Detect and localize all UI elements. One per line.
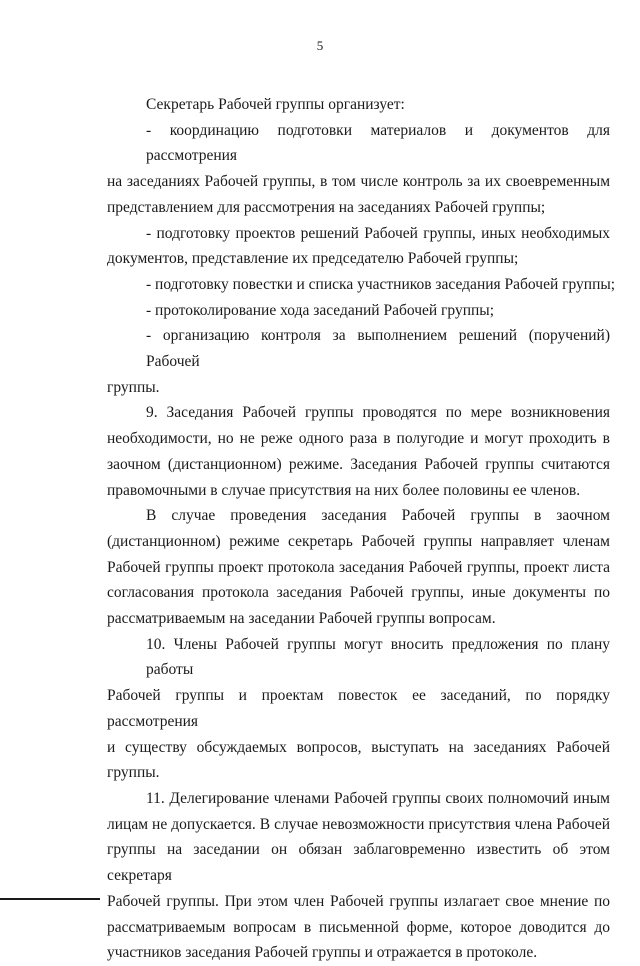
- text-line: лицам не допускается. В случае невозможности присутствия члена Рабочей: [107, 815, 610, 833]
- text-line: документов, представление их председателю Рабочей группы;: [107, 250, 519, 268]
- text-line: рассматриваемым на заседании Рабочей группы вопросам.: [107, 610, 496, 628]
- text-line: 11. Делегирование членами Рабочей группы своих полномочий иным: [146, 789, 610, 807]
- text-line: Рабочей группы. При этом член Рабочей группы излагает свое мнение по: [107, 892, 610, 910]
- text-line: Рабочей группы и проектам повесток ее заседаний, по порядку рассмотрения: [107, 687, 610, 730]
- text-line: на заседаниях Рабочей группы, в том числе контроль за их своевременным: [107, 173, 610, 191]
- text-line: - координацию подготовки материалов и документов для рассмотрения: [146, 121, 610, 165]
- text-line: В случае проведения заседания Рабочей группы в заочном: [146, 507, 610, 525]
- text-line: - протоколирование хода заседаний Рабочей группы;: [146, 301, 495, 319]
- text-line: правомочными в случае присутствия на них более половины ее членов.: [107, 481, 581, 499]
- text-line: 9. Заседания Рабочей группы проводятся по мере возникновения: [146, 404, 610, 422]
- text-line: согласования протокола заседания Рабочей группы, иные документы по: [107, 584, 610, 602]
- document-body: [107, 92, 616, 966]
- text-line: - организацию контроля за выполнением решений (поручений) Рабочей: [146, 327, 610, 371]
- text-line: - подготовку повестки и списка участников заседания Рабочей группы;: [146, 275, 616, 293]
- text-line: (дистанционном) режиме секретарь Рабочей группы направляет членам: [107, 532, 610, 550]
- text-line: группы.: [107, 378, 160, 396]
- text-line: и существу обсуждаемых вопросов, выступать на заседаниях Рабочей: [107, 738, 610, 756]
- page-number: 5: [316, 38, 324, 53]
- text-line: Рабочей группы проект протокола заседания Рабочей группы, проект листа: [107, 558, 610, 576]
- text-line: рассматриваемым вопросам в письменной форме, которое доводится до: [107, 918, 610, 936]
- footer-rule: [0, 898, 100, 900]
- text-line: необходимости, но не реже одного раза в полугодие и могут проходить в: [107, 430, 610, 448]
- text-line: участников заседания Рабочей группы и отражается в протоколе.: [107, 944, 538, 962]
- text-line: группы.: [107, 764, 160, 782]
- text-line: представлением для рассмотрения на заседаниях Рабочей группы;: [107, 198, 546, 216]
- text-line: группы на заседании он обязан заблаговременно известить об этом секретаря: [107, 841, 610, 885]
- text-line: - подготовку проектов решений Рабочей группы, иных необходимых: [146, 224, 610, 242]
- text-line: Секретарь Рабочей группы организует:: [146, 96, 405, 113]
- text-line: заочном (дистанционном) режиме. Заседания Рабочей группы считаются: [107, 455, 610, 473]
- text-line: 10. Члены Рабочей группы могут вносить предложения по плану работы: [146, 635, 610, 679]
